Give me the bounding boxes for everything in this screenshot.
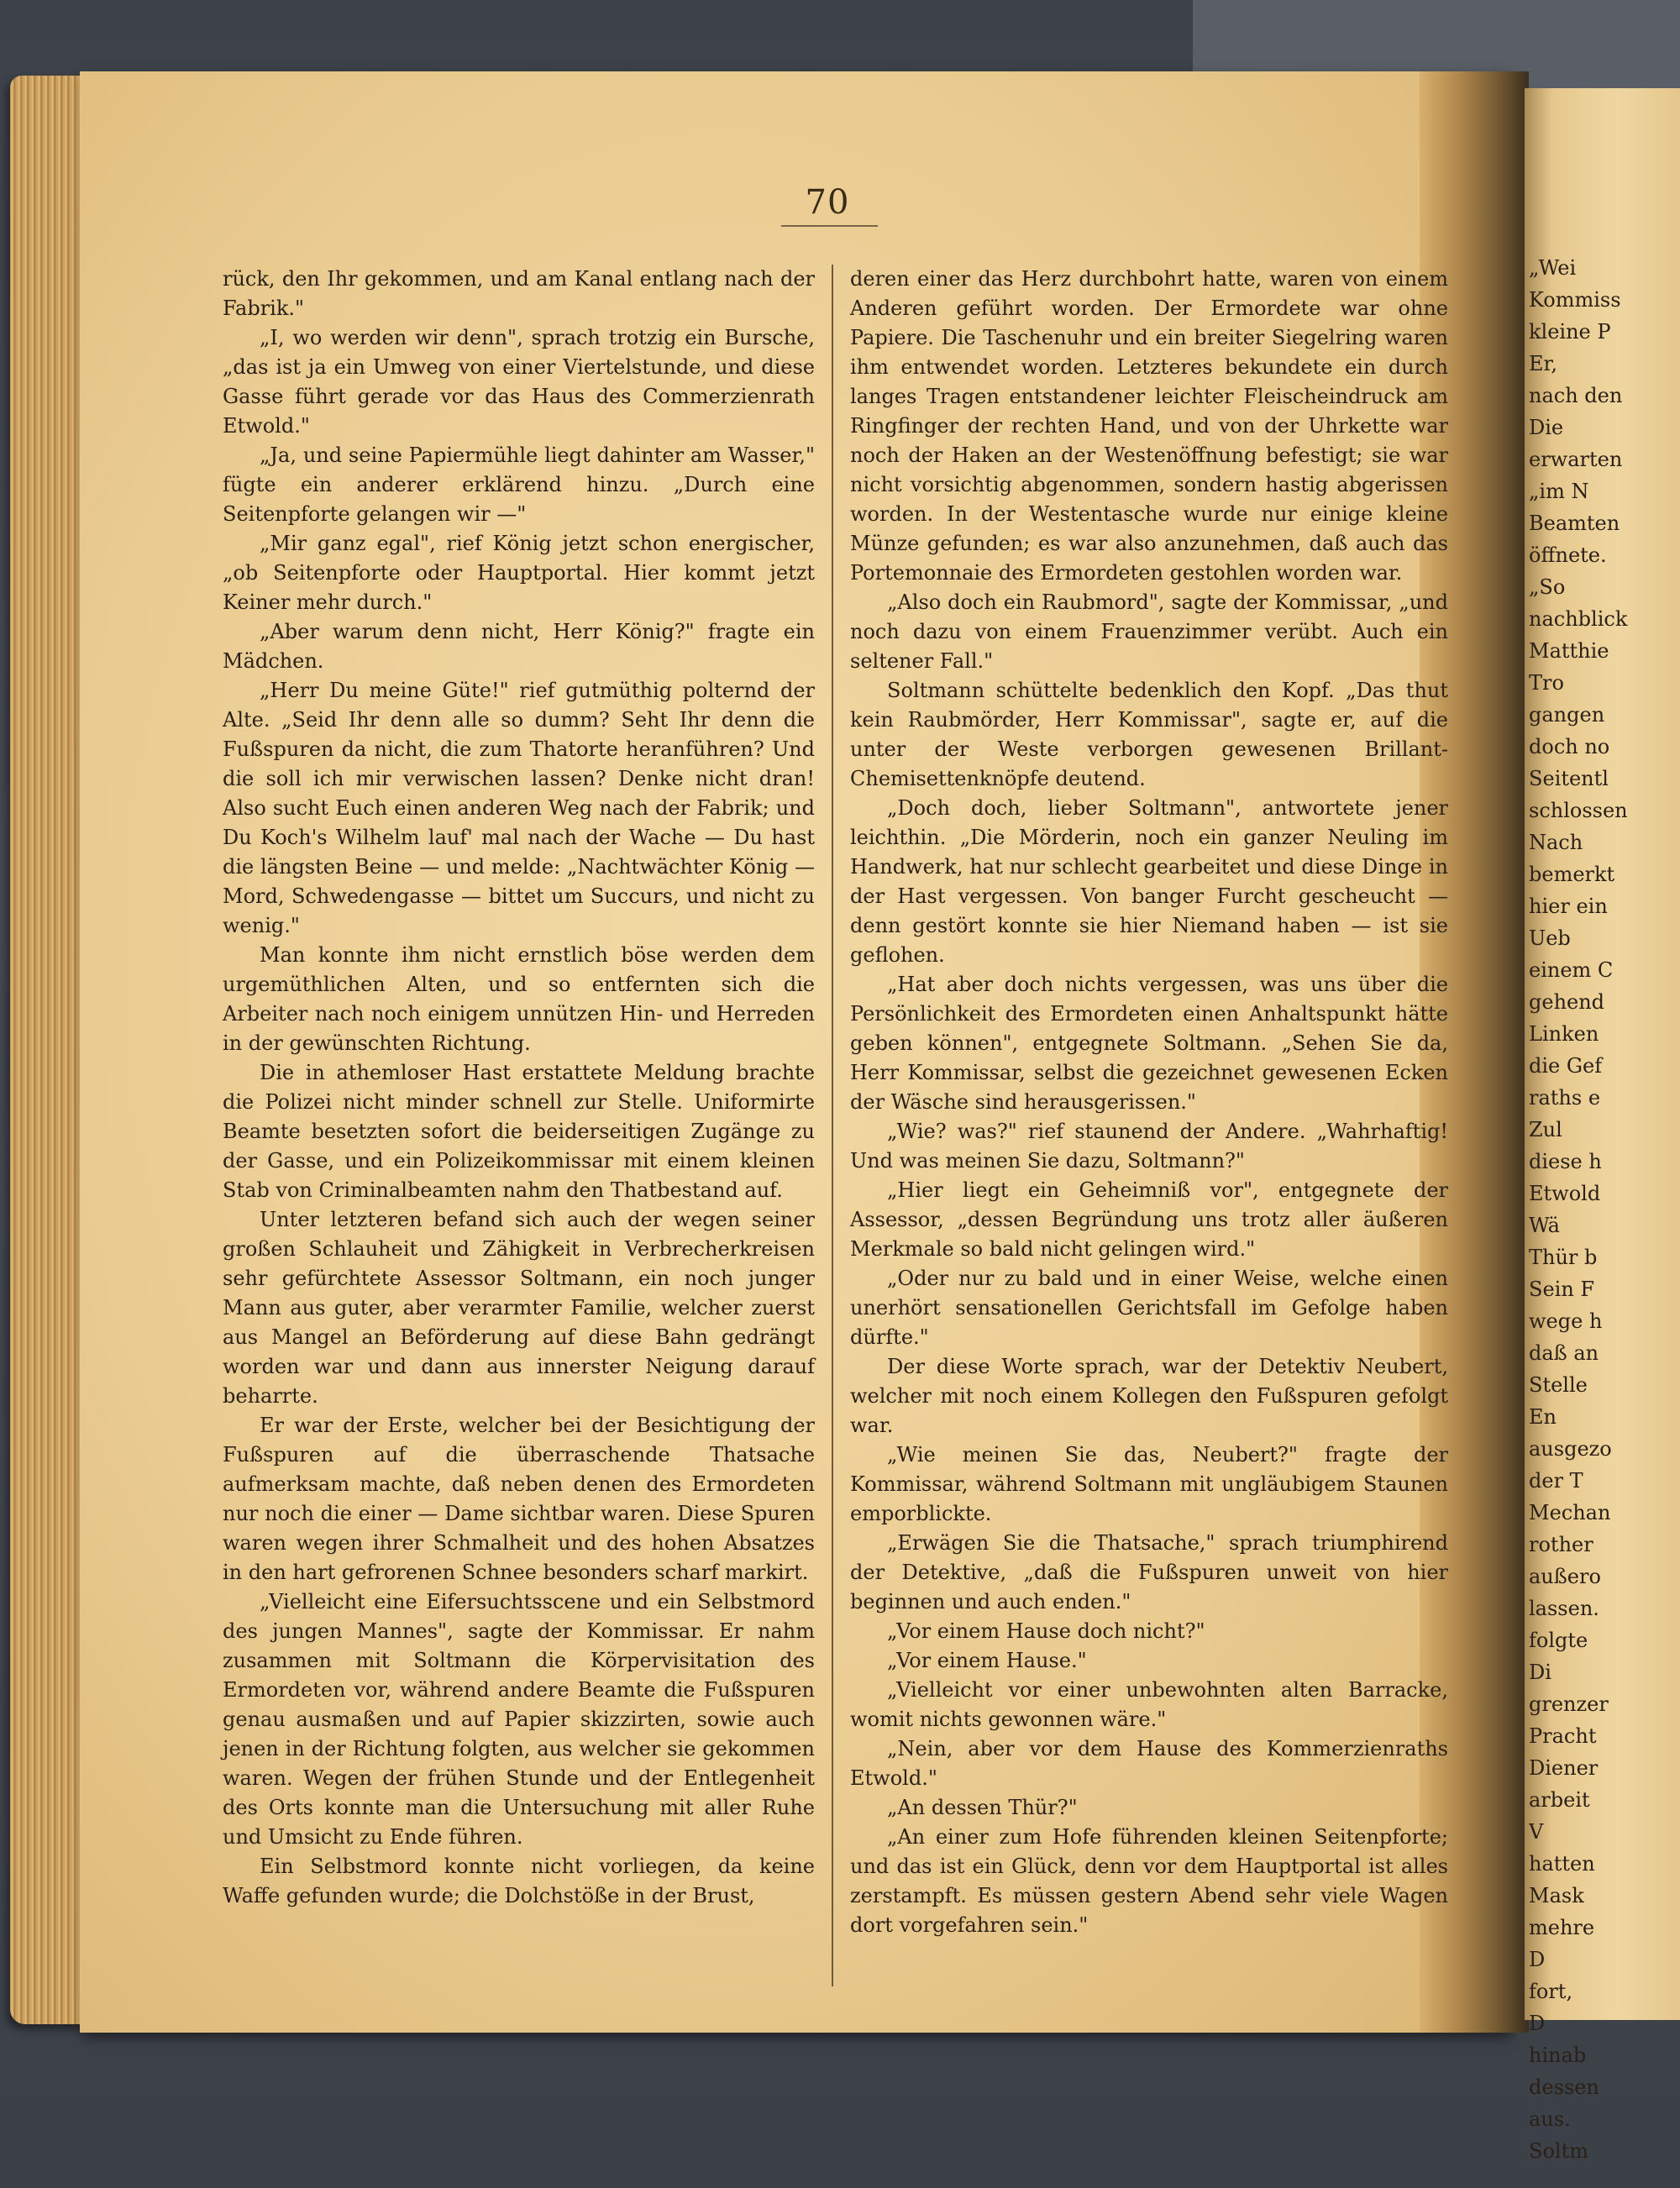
facing-page-line: der T bbox=[1529, 1469, 1583, 1493]
paragraph: „An einer zum Hofe führenden kleinen Seitenpforte; und das ist ein Glück, denn vor dem Hauptportal ist alles zerstampft. Es müssen gestern Abend sehr viele Wagen dort vorgefahren sein." bbox=[850, 1825, 1448, 1937]
paragraph: „Oder nur zu bald und in einer Weise, welche einen unerhört sensationellen Gerichtsfall im Gefolge haben dürfte." bbox=[850, 1267, 1448, 1349]
facing-page-line: Di bbox=[1529, 1661, 1551, 1684]
facing-page-line: aus. bbox=[1529, 2107, 1571, 2131]
facing-page-line: diese h bbox=[1529, 1150, 1602, 1173]
facing-page-line: lassen. bbox=[1529, 1597, 1599, 1620]
facing-page-line: V bbox=[1529, 1820, 1544, 1844]
facing-page-line: nach den bbox=[1529, 384, 1623, 407]
page-number: 70 bbox=[805, 183, 850, 222]
facing-page-line: Kommiss bbox=[1529, 288, 1621, 312]
facing-page-line: bemerkt bbox=[1529, 863, 1615, 886]
paragraph: „Vielleicht eine Eifersuchtsscene und ein Selbstmord des jungen Mannes", sagte der Kommissar. Er nahm zusammen mit Soltmann die Körpervisitation des Ermordeten vor, während andere Beamte die Fußspuren genau ausmaßen und auf Papier skizzirten, sowie auch jenen in der Richtung folgten, aus welcher sie gekommen waren. Wegen der frühen Stunde und der Entlegenheit des Orts konnte man die Untersuchung mit aller Ruhe und Umsicht zu Ende führen. bbox=[223, 1590, 815, 1849]
facing-page-line: D bbox=[1529, 1948, 1546, 1971]
facing-page-line: Er, bbox=[1529, 352, 1557, 375]
facing-page-line: kleine P bbox=[1529, 320, 1611, 344]
facing-page-line: daß an bbox=[1529, 1341, 1599, 1365]
facing-page-column bbox=[1529, 252, 1676, 2167]
facing-page-line: gangen bbox=[1529, 703, 1605, 727]
paragraph: „Wie? was?" rief staunend der Andere. „Wahrhaftig! Und was meinen Sie dazu, Soltmann?" bbox=[850, 1120, 1448, 1173]
facing-page-line: nachblick bbox=[1529, 607, 1628, 631]
paragraph: Unter letzteren befand sich auch der wegen seiner großen Schlauheit und Zähigkeit in Verbrecherkreisen sehr gefürchtete Assessor Soltmann, ein noch junger Mann aus guter, aber verarmter Familie, welcher zuerst aus Mangel an Beförderung auf diese Bahn gedrängt worden war und dann aus innerster Neigung darauf beharrte. bbox=[223, 1208, 815, 1408]
right-column bbox=[850, 265, 1448, 1940]
facing-page-line: D bbox=[1529, 2012, 1546, 2035]
paragraph: „Herr Du meine Güte!" rief gutmüthig polternd der Alte. „Seid Ihr denn alle so dumm? Seht Ihr denn die Fußspuren da nicht, die zum Thatorte heranführen? Und die soll ich mir verwischen lassen? Denke nicht dran! Also sucht Euch einen anderen Weg nach der Fabrik; und Du Koch's Wilhelm lauf' mal nach der Wache — Du hast die längsten Beine — und melde: „Nachtwächter König — Mord, Schwedengasse — bittet um Succurs, und nicht zu wenig." bbox=[223, 679, 815, 937]
facing-page-line: hinab bbox=[1529, 2044, 1587, 2067]
facing-page-line: Pracht bbox=[1529, 1724, 1597, 1748]
paragraph: „Hat aber doch nichts vergessen, was uns über die Persönlichkeit des Ermordeten einen Anhaltspunkt hätte geben können", entgegnete Soltmann. „Sehen Sie da, Herr Kommissar, selbst die gezeichnet gewesenen Ecken der Wäsche sind herausgerissen." bbox=[850, 973, 1448, 1114]
facing-page-line: ausgezo bbox=[1529, 1437, 1612, 1461]
paragraph: rück, den Ihr gekommen, und am Kanal entlang nach der Fabrik." bbox=[223, 267, 815, 320]
page-number-rule bbox=[781, 225, 878, 227]
paragraph: Ein Selbstmord konnte nicht vorliegen, da keine Waffe gefunden wurde; die Dolchstöße in der Brust, bbox=[223, 1855, 815, 1907]
facing-page-line: „So bbox=[1529, 575, 1566, 599]
facing-page-line: Sein F bbox=[1529, 1278, 1595, 1301]
facing-page-line: Soltm bbox=[1529, 2139, 1588, 2163]
facing-page-line: Diener bbox=[1529, 1756, 1599, 1780]
paragraph: „Erwägen Sie die Thatsache," sprach triumphirend der Detektive, „daß die Fußspuren unweit von hier beginnen und auch enden." bbox=[850, 1531, 1448, 1613]
facing-page-line: Beamten bbox=[1529, 512, 1620, 535]
paragraph: „Ja, und seine Papiermühle liegt dahinter am Wasser," fügte ein anderer erklärend hinzu. „Durch eine Seitenpforte gelangen wir —" bbox=[223, 443, 815, 526]
facing-page-line: arbeit bbox=[1529, 1788, 1590, 1812]
facing-page-line: Etwold bbox=[1529, 1182, 1601, 1205]
paragraph: „Mir ganz egal", rief König jetzt schon energischer, „ob Seitenpforte oder Hauptportal. Hier kommt jetzt Keiner mehr durch." bbox=[223, 532, 815, 614]
facing-page-line: einem C bbox=[1529, 958, 1614, 982]
paragraph: „An dessen Thür?" bbox=[887, 1796, 1078, 1819]
facing-page-line: hier ein bbox=[1529, 895, 1608, 918]
paragraph: „Vor einem Hause doch nicht?" bbox=[887, 1619, 1205, 1643]
facing-page-line: Wä bbox=[1529, 1214, 1560, 1237]
facing-page-line: Ueb bbox=[1529, 926, 1571, 950]
paragraph: deren einer das Herz durchbohrt hatte, waren von einem Anderen geführt worden. Der Ermordete war ohne Papiere. Die Taschenuhr und ein breiter Siegelring waren ihm entwendet worden. Letzteres bekundete ein durch langes Tragen entstandener leichter Fleischeindruck am Ringfinger der rechten Hand, und von der Uhrkette war noch der Haken an der Westenöffnung befestigt; sie war nicht vorsichtig abgenommen, sondern hastig abgerissen worden. In der Westentasche wurde nur einige kleine Münze gefunden; es war also anzunehmen, daß auch das Portemonnaie des Ermordeten gestohlen worden war. bbox=[850, 267, 1448, 585]
facing-page-line: außero bbox=[1529, 1565, 1601, 1588]
paragraph: Soltmann schüttelte bedenklich den Kopf. „Das thut kein Raubmörder, Herr Kommissar", sagte er, auf die unter der Weste verborgen gewesenen Brillant-Chemisettenknöpfe deutend. bbox=[850, 679, 1448, 790]
facing-page-line: En bbox=[1529, 1405, 1557, 1429]
facing-page-line: Linken bbox=[1529, 1022, 1599, 1046]
paragraph: „Aber warum denn nicht, Herr König?" fragte ein Mädchen. bbox=[223, 620, 815, 673]
left-column bbox=[223, 265, 815, 1911]
paragraph: „Doch doch, lieber Soltmann", antwortete jener leichthin. „Die Mörderin, noch ein ganzer Neuling im Handwerk, hat nur schlecht gearbeitet und diese Dinge in der Hast vergessen. Von banger Furcht gescheucht — denn gestört konnte sie hier Niemand haben — ist sie geflohen. bbox=[850, 796, 1448, 967]
facing-page-line: die Gef bbox=[1529, 1054, 1603, 1078]
facing-page-line: Matthie bbox=[1529, 639, 1609, 663]
facing-page-line: Mechan bbox=[1529, 1501, 1611, 1524]
paragraph: „I, wo werden wir denn", sprach trotzig ein Bursche, „das ist ja ein Umweg von einer Viertelstunde, und diese Gasse führt gerade vor das Haus des Commerzienrath Etwold." bbox=[223, 326, 815, 438]
facing-page-line: rother bbox=[1529, 1533, 1593, 1556]
facing-page-line: Thür b bbox=[1529, 1246, 1598, 1269]
facing-page-line: dessen bbox=[1529, 2075, 1599, 2099]
facing-page-line: wege h bbox=[1529, 1309, 1603, 1333]
paragraph: „Also doch ein Raubmord", sagte der Kommissar, „und noch dazu von einem Frauenzimmer verübt. Auch ein seltener Fall." bbox=[850, 590, 1448, 673]
facing-page-line: folgte bbox=[1529, 1629, 1588, 1652]
paragraph: „Nein, aber vor dem Hause des Kommerzienraths Etwold." bbox=[850, 1737, 1448, 1790]
facing-page-line: erwarten bbox=[1529, 448, 1623, 471]
paragraph: Er war der Erste, welcher bei der Besichtigung der Fußspuren auf die überraschende Thatsache aufmerksam machte, daß neben denen des Ermordeten nur noch die einer — Dame sichtbar waren. Diese Spuren waren wegen ihrer Schmalheit und des hohen Absatzes in den hart gefrorenen Schnee besonders scharf markirt. bbox=[223, 1414, 815, 1584]
facing-page-line: fort, bbox=[1529, 1980, 1573, 2003]
facing-page-line: Nach bbox=[1529, 831, 1583, 854]
facing-page-line: hatten bbox=[1529, 1852, 1595, 1876]
facing-page-line: Stelle bbox=[1529, 1373, 1588, 1397]
page-edges bbox=[10, 76, 90, 2024]
paragraph: „Vielleicht vor einer unbewohnten alten Barracke, womit nichts gewonnen wäre." bbox=[850, 1678, 1448, 1731]
paragraph: „Hier liegt ein Geheimniß vor", entgegnete der Assessor, „dessen Begründung uns trotz aller äußeren Merkmale so bald nicht gelingen wird." bbox=[850, 1178, 1448, 1261]
paragraph: Der diese Worte sprach, war der Detektiv Neubert, welcher mit noch einem Kollegen den Fußspuren gefolgt war. bbox=[850, 1355, 1448, 1437]
paragraph: Die in athemloser Hast erstattete Meldung brachte die Polizei nicht minder schnell zur Stelle. Uniformirte Beamte besetzten sofort die beiderseitigen Zugänge zu der Gasse, und ein Polizeikommissar mit einem kleinen Stab von Criminalbeamten nahm den Thatbestand auf. bbox=[223, 1061, 815, 1202]
facing-page-line: Mask bbox=[1529, 1884, 1584, 1907]
column-divider bbox=[832, 265, 833, 1986]
facing-page-line: Seitentl bbox=[1529, 767, 1609, 790]
facing-page-line: mehre bbox=[1529, 1916, 1595, 1939]
paragraph: Man konnte ihm nicht ernstlich böse werden dem urgemüthlichen Alten, und so entfernten sich die Arbeiter nach noch einigem unnützen Hin- und Herreden in der gewünschten Richtung. bbox=[223, 943, 815, 1055]
facing-page-line: schlossen bbox=[1529, 799, 1628, 822]
paragraph: „Vor einem Hause." bbox=[887, 1649, 1087, 1672]
facing-page-line: raths e bbox=[1529, 1086, 1601, 1110]
facing-page-line: Die bbox=[1529, 416, 1564, 439]
facing-page-line: doch no bbox=[1529, 735, 1610, 758]
facing-page-line: „Wei bbox=[1529, 256, 1577, 280]
facing-page-line: Zul bbox=[1529, 1118, 1562, 1141]
facing-page-line: öffnete. bbox=[1529, 543, 1607, 567]
paragraph: „Wie meinen Sie das, Neubert?" fragte der Kommissar, während Soltmann mit ungläubigem Staunen emporblickte. bbox=[850, 1443, 1448, 1525]
facing-page-line: „im N bbox=[1529, 480, 1589, 503]
facing-page-line: grenzer bbox=[1529, 1692, 1609, 1716]
facing-page-line: Tro bbox=[1529, 671, 1564, 695]
facing-page-line: gehend bbox=[1529, 990, 1605, 1014]
